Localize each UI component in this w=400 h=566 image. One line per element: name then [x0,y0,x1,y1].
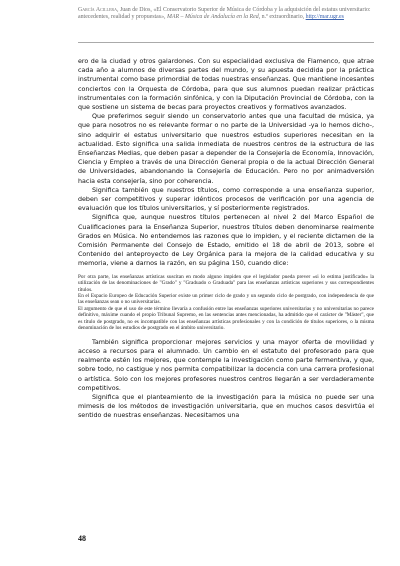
paragraph: También significa proporcionar mejores servicios y una mayor oferta de movilidad y acceso a recursos para el alumnado. Un cambio en el estatuto del profesorado para que realmente estén los mejores, que contemple la investigación como parte fermentiva, y que, sobre todo, no castigue y nos permita compatibilizar la docencia con una carrera profesional o artística. Solo con los mejores profesores nuestros centros llegarán a ser verdaderamente competitivos. [78,338,374,392]
quote-line: En el Espacio Europeo de Educación Superior existe un primer ciclo de grado y un segundo ciclo de postgrado, con independencia de que las enseñanzas sean o no universitarias. [78,293,374,306]
quote-line: Por otra parte, las enseñanzas artísticas suscitan en modo alguno impiden que el legislador pueda prever «si lo estima justificado» la utilización de las denominaciones de "Grado" y "Graduado o Graduada" para las enseñanzas artísticas superiores y sus correspondientes títulos. [78,273,374,293]
paragraph: Que preferimos seguir siendo un conservatorio antes que una facultad de música, ya que para nosotros no es relevante formar o no parte de la Universidad -ya lo hemos dicho-, sino adquirir el estatus universitario que nuestros estudios superiores necesitan en la actualidad. Esto significa una salida inmediata de nuestros centros de la estructura de las Enseñanzas Medias, que deben pasar a depender de la Consejería de Economía, Innovación, Ciencia y Empleo a través de una Dirección General propia o de la actual Dirección General de Universidades, abandonando la Consejería de Educación. Pero no por animadversión hacia esta consejería, sino por coherencia. [78,113,374,185]
header-link[interactable]: http://mar.ugr.es [305,14,344,21]
paragraph: Significa también que nuestros títulos, como corresponde a una enseñanza superior, deben ser competitivos y superar idénticos procesos de verificación por una agencia de evaluación que los títulos universitarios, y sí posteriormente registrados. [78,186,374,213]
header-divider [78,42,374,43]
running-header [78,7,374,21]
header-issue: , n.º extraordinario, [258,14,306,21]
paragraph: ero de la ciudad y otros galardones. Con su especialidad exclusiva de Flamenco, que atrae cada año a alumnos de diversas partes del mundo, y su apuesta decidida por la práctica instrumental como base primordial de todas nuestras enseñanzas. Que mantiene incesantes conciertos con la Orquesta de Córdoba, para que sus alumnos puedan realizar prácticas instrumentales con la formación sinfónica, y con la Diputación Provincial de Córdoba, con la que sostiene un sistema de becas para proyectos creativos y formativos avanzados. [78,58,374,112]
paragraph: Significa que, aunque nuestros títulos pertenecen al nivel 2 del Marco Español de Cualificaciones para la Enseñanza Superior, nuestros títulos deben denominarse realmente Grados en Música. No entendemos las razones que lo impiden, y el reciente dictamen de la Comisión Permanente del Consejo de Estado, emitido el 18 de abril de 2013, sobre el Contenido del anteproyecto de Ley Orgánica para la mejora de la calidad educativa y su memoria, viene a darnos la razón, en su página 150, cuando dice: [78,214,374,268]
paragraph: Significa que el planteamiento de la investigación para la música no puede ser una mimesis de los métodos de investigación universitaria, que en muchos casos desvirtúa el sentido de nuestras enseñanzas. Necesitamos una [78,393,374,420]
header-journal: MAR – Música de Andalucía en la Red [166,14,259,21]
quote-line: El argumento de que el uso de este término llevaría a confusión entre las enseñanzas superiores universitarias y no universitarias no parece definitivo, máxime cuando el propio Tribunal Supremo, en las sentencias antes mencionadas, ha admitido que el carácter de "Máster", que es título de postgrado, no es incompatible con las enseñanzas artísticas profesionales y con la condición de títulos superiores, o la misma denominación de los estudios de postgrado en el ámbito universitario. [78,305,374,332]
page-number: 48 [78,534,86,543]
body-text [78,57,374,421]
block-quote [78,274,374,332]
header-citation: , Juan de Dios, «El Conservatorio Superior de Música de Córdoba y la adquisición del estatus universitario: antecedentes, realidad y propuestas», [78,7,371,21]
header-author: García Acillera [78,7,117,13]
